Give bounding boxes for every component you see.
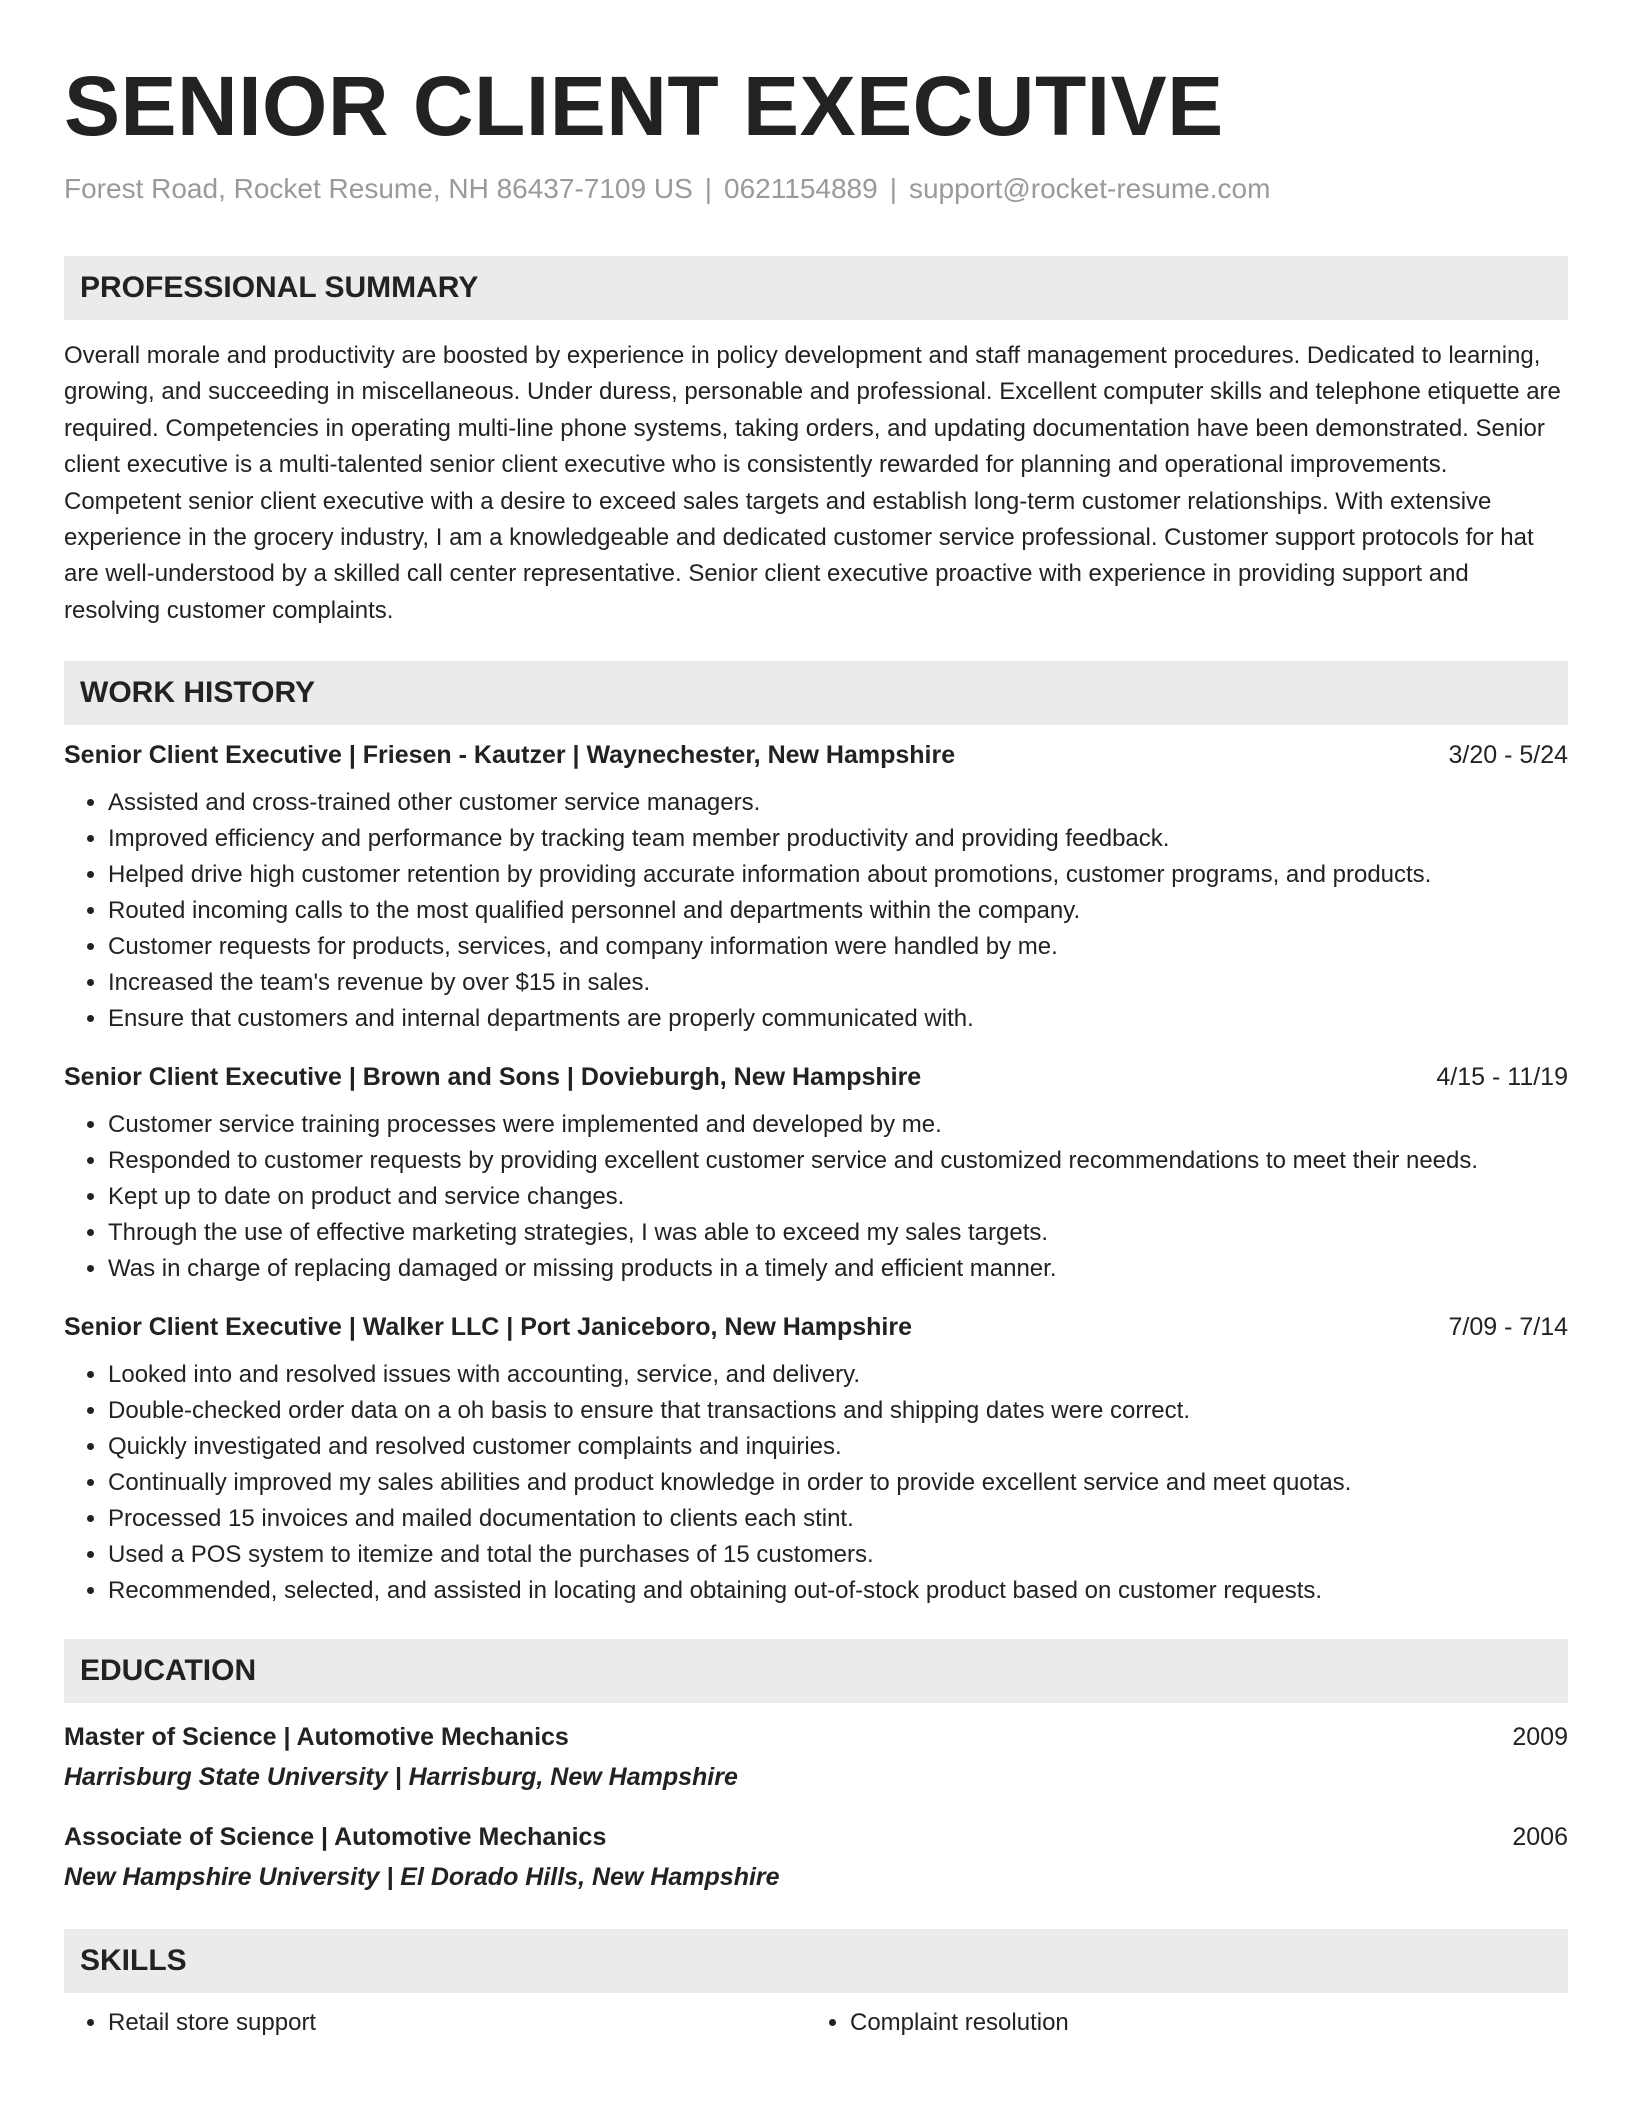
job-bullet: • Customer requests for products, services, and company information were handled by me.: [108, 929, 1568, 965]
job-bullet: • Kept up to date on product and service changes.: [108, 1179, 1568, 1215]
job-bullet: • Recommended, selected, and assisted in locating and obtaining out-of-stock product based on customer requests.: [108, 1573, 1568, 1609]
job-bullet: • Quickly investigated and resolved customer complaints and inquiries.: [108, 1429, 1568, 1465]
skill-item: • Retail store support: [108, 2005, 806, 2041]
education-degree: Associate of Science | Automotive Mechanics: [64, 1823, 607, 1852]
contact-separator: |: [704, 173, 713, 204]
job-bullet: • Processed 15 invoices and mailed documentation to clients each stint.: [108, 1501, 1568, 1537]
education-entry: [64, 1719, 1568, 1795]
job-entry: [64, 737, 1568, 1037]
summary-heading: PROFESSIONAL SUMMARY: [64, 256, 1568, 320]
contact-email: support@rocket-resume.com: [908, 173, 1271, 204]
job-dates: 7/09 - 7/14: [1448, 1313, 1568, 1342]
skills-column-left: [64, 2005, 806, 2041]
education-year: 2009: [1512, 1723, 1568, 1752]
job-bullet: • Increased the team's revenue by over $15 in sales.: [108, 965, 1568, 1001]
education-year: 2006: [1512, 1823, 1568, 1852]
education-school: New Hampshire University | El Dorado Hills, New Hampshire: [64, 1863, 780, 1892]
job-bullet: • Improved efficiency and performance by tracking team member productivity and providing feedback.: [108, 821, 1568, 857]
candidate-name: SENIOR CLIENT EXECUTIVE: [64, 59, 1224, 153]
job-bullet: • Double-checked order data on a oh basis to ensure that transactions and shipping dates were correct.: [108, 1393, 1568, 1429]
contact-phone: 0621154889: [724, 173, 878, 204]
skills-heading: SKILLS: [64, 1929, 1568, 1993]
contact-separator: |: [889, 173, 897, 204]
job-entry: [64, 1059, 1568, 1287]
education-entry: [64, 1819, 1568, 1895]
job-bullets: [64, 1107, 1568, 1287]
skills-column-right: [806, 2005, 1548, 2041]
summary-text: Overall morale and productivity are boosted by experience in policy development and staff management procedures. Dedicated to learning, growing, and succeeding in miscellaneous. Under duress, personable and professional. Excellent computer skills and telephone etiquette are required. Competencies in operating multi-line phone systems, taking orders, and updating documentation have been demonstrated. Senior client executive is a multi-talented senior client executive who is consistently rewarded for planning and operational improvements. Competent senior client executive with a desire to exceed sales targets and establish long-term customer relationships. With extensive experience in the grocery industry, I am a knowledgeable and dedicated customer service professional. Customer support protocols for hat are well-understood by a skilled call center representative. Senior client executive proactive with experience in providing support and resolving customer complaints.: [64, 342, 1561, 624]
job-bullet: • Ensure that customers and internal departments are properly communicated with.: [108, 1001, 1568, 1037]
education-school: Harrisburg State University | Harrisburg, New Hampshire: [64, 1763, 738, 1792]
job-bullets: [64, 785, 1568, 1037]
job-dates: 3/20 - 5/24: [1448, 741, 1568, 770]
skill-item: • Complaint resolution: [850, 2005, 1548, 2041]
job-dates: 4/15 - 11/19: [1436, 1063, 1568, 1092]
job-bullet: • Helped drive high customer retention by providing accurate information about promotions, customer programs, and products.: [108, 857, 1568, 893]
job-bullet: • Responded to customer requests by providing excellent customer service and customized recommendations to meet their needs.: [108, 1143, 1568, 1179]
job-bullet: • Routed incoming calls to the most qualified personnel and departments within the company.: [108, 893, 1568, 929]
contact-line: [64, 172, 1568, 206]
job-title: Senior Client Executive | Walker LLC | Port Janiceboro, New Hampshire: [64, 1313, 913, 1342]
education-degree: Master of Science | Automotive Mechanics: [64, 1723, 569, 1752]
job-title: Senior Client Executive | Brown and Sons | Dovieburgh, New Hampshire: [64, 1063, 922, 1092]
education-heading: EDUCATION: [64, 1639, 1568, 1703]
contact-address: Forest Road, Rocket Resume, NH 86437-7109 US: [64, 173, 693, 204]
job-bullet: • Looked into and resolved issues with accounting, service, and delivery.: [108, 1357, 1568, 1393]
job-bullet: • Was in charge of replacing damaged or missing products in a timely and efficient manner.: [108, 1251, 1568, 1287]
job-bullet: • Customer service training processes were implemented and developed by me.: [108, 1107, 1568, 1143]
job-bullet: • Through the use of effective marketing strategies, I was able to exceed my sales targets.: [108, 1215, 1568, 1251]
work-history-heading: WORK HISTORY: [64, 661, 1568, 725]
job-bullet: • Continually improved my sales abilities and product knowledge in order to provide excellent service and meet quotas.: [108, 1465, 1568, 1501]
job-bullets: [64, 1357, 1568, 1609]
job-entry: [64, 1309, 1568, 1609]
job-title: Senior Client Executive | Friesen - Kautzer | Waynechester, New Hampshire: [64, 741, 956, 770]
job-bullet: • Used a POS system to itemize and total the purchases of 15 customers.: [108, 1537, 1568, 1573]
skills-list: [64, 2005, 1568, 2041]
job-bullet: • Assisted and cross-trained other customer service managers.: [108, 785, 1568, 821]
